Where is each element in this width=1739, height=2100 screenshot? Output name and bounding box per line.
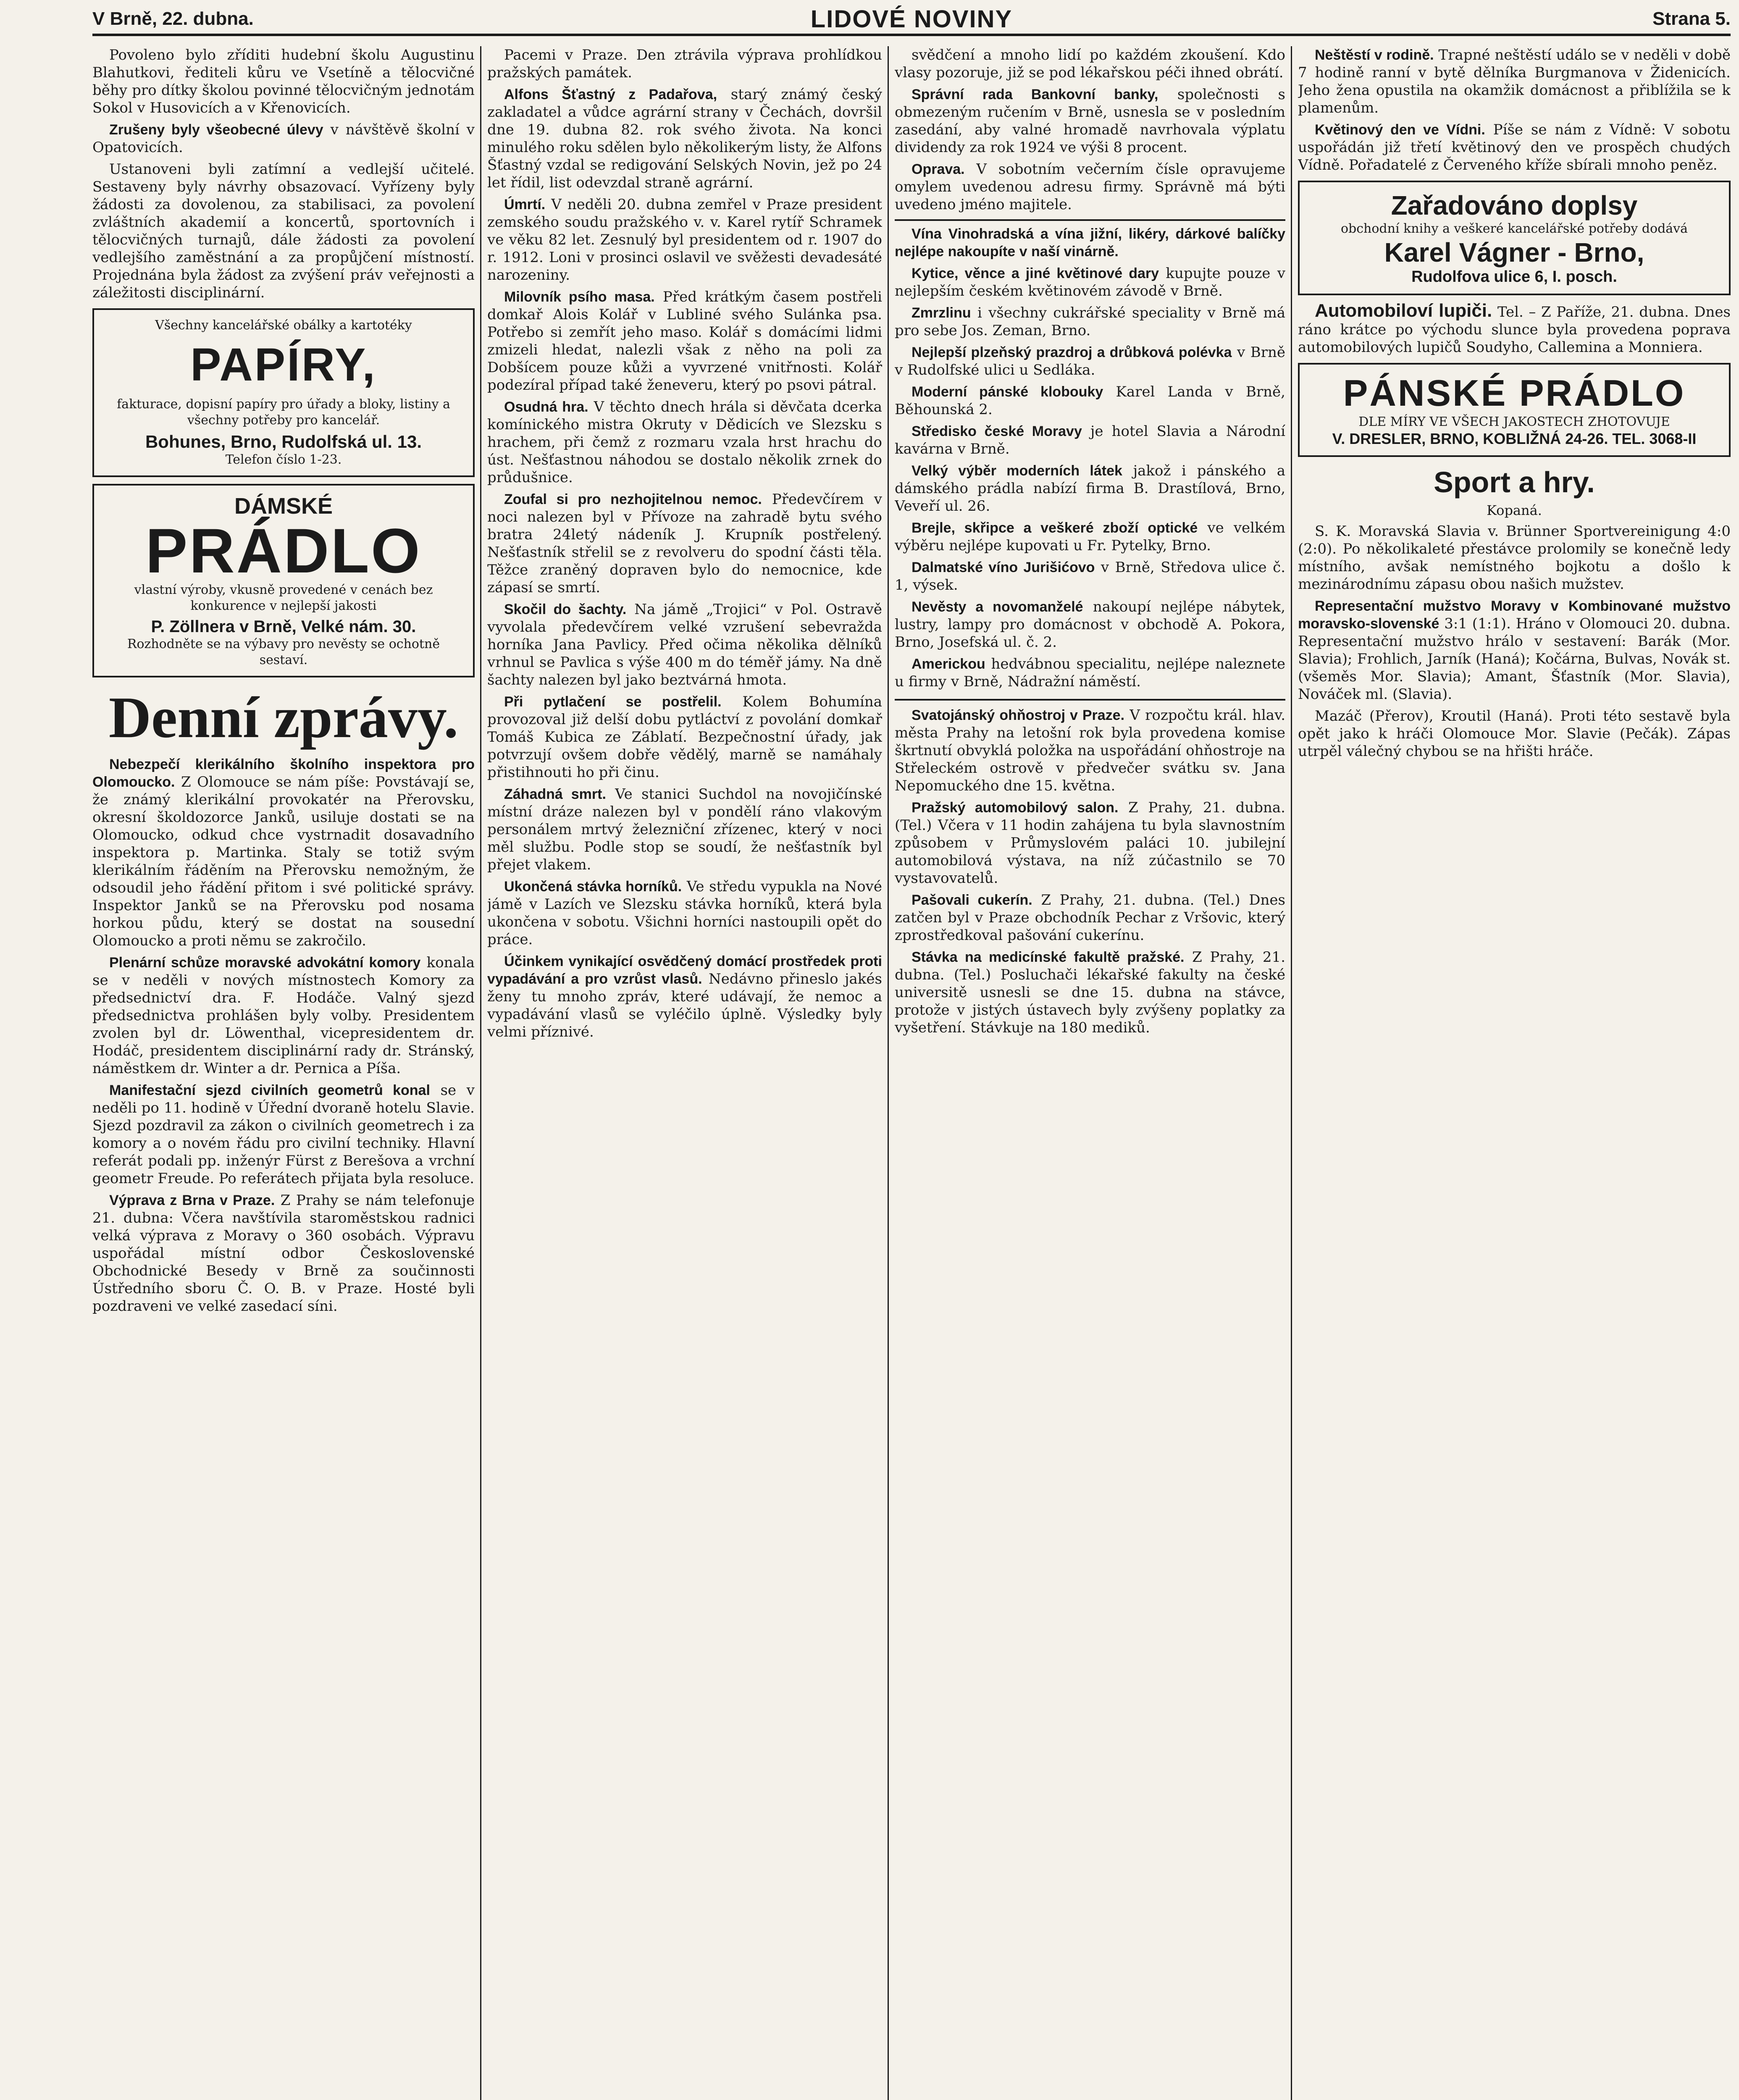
article bbox=[92, 1192, 475, 1315]
article bbox=[895, 86, 1285, 156]
article-heading: Automobiloví lupiči. bbox=[1315, 300, 1492, 321]
classified bbox=[895, 462, 1285, 515]
article bbox=[92, 121, 475, 156]
article-text: Trapné neštěstí událo se v neděli v době 7 hodině ranní v bytě dělníka Burgmanova v Židenicích. Jeho žena opustila na okamžik domácnost a přiblížila se k plamenům. bbox=[1298, 47, 1731, 116]
ad-text: vlastní výroby, vkusně provedené v cenách bez konkurence v nejlepší jakosti bbox=[134, 583, 433, 613]
ad-small-text: Všechny kancelářské obálky a kartotéky bbox=[155, 318, 412, 333]
article bbox=[487, 86, 882, 192]
classified bbox=[895, 519, 1285, 554]
article bbox=[92, 1082, 475, 1187]
ad-headline: Zařadováno doplsy bbox=[1391, 190, 1638, 220]
article bbox=[1298, 121, 1731, 174]
column-rule bbox=[480, 46, 481, 2100]
page-header bbox=[92, 4, 1731, 36]
article-text: Na jámě „Trojici“ v Pol. Ostravě vyvolala předevčírem velké vzrušení sebevražda horníka Jana Pavlicy. Před očima několika dělníků vrhnul se Pavlica s výše 400 m do téměř jámy. Na dně šachty nalezen byl jako beztvárná hmota. bbox=[487, 601, 882, 688]
article-heading: Zoufal si pro nezhojitelnou nemoc. bbox=[504, 491, 762, 507]
article bbox=[92, 954, 475, 1077]
classified-heading: Zmrzlinu bbox=[912, 305, 971, 321]
advertisement-papiry bbox=[92, 308, 475, 477]
article-text: Ustanoveni byli zatímní a vedlejší učitelé. Sestaveny byly návrhy obsazovací. Vyřízeny byly žádosti za dovolenou, za stabilisaci, za povolení zvláštních akademií a koncertů, sportovních i tělocvičných turnajů, dále žádosti za povolení vedlejšího zaměstnání a za propůjčení místností. Projednána byla žádost za zvýšení práv veřejnosti a záležitosti disciplinární. bbox=[92, 161, 475, 301]
article-text: V sobotním večerním čísle opravujeme omylem uvedenou adresu firmy. Správně má býti uvedeno jméno majitele. bbox=[895, 161, 1285, 213]
article-text: Tel. – Z Paříže, 21. dubna. Dnes ráno krátce po východu slunce byla provedena poprava automobilových lupičů Soudyho, Callemina a Monniera. bbox=[1298, 304, 1731, 356]
ad-company: Karel Vágner - Brno, bbox=[1384, 237, 1644, 268]
article bbox=[487, 196, 882, 284]
column-1 bbox=[92, 46, 475, 2100]
classified-text: kupujte pouze v nejlepším českém květinovém závodě v Brně. bbox=[895, 265, 1285, 299]
ad-text: DLE MÍRY VE VŠECH JAKOSTECH ZHOTOVUJE bbox=[1358, 415, 1670, 429]
classified-text: v Brně v Rudolfské ulici u Sedláka. bbox=[895, 344, 1285, 378]
ad-headline: PRÁDLO bbox=[145, 515, 422, 586]
article-heading: Pražský automobilový salon. bbox=[912, 800, 1119, 816]
advertisement-dresler bbox=[1298, 363, 1731, 457]
classified bbox=[895, 265, 1285, 300]
article-heading: Representační mužstvo Moravy v Kombinované mužstvo moravsko-slovenské bbox=[1298, 598, 1731, 632]
ad-text: fakturace, dopisní papíry pro úřady a bloky, listiny a všechny potřeby pro kancelář. bbox=[117, 397, 450, 428]
article-heading: Plenární schůze moravské advokátní komory bbox=[109, 955, 421, 971]
article-heading: Svatojánský ohňostroj v Praze. bbox=[912, 707, 1125, 723]
classified-text: Karel Landa v Brně, Běhounská 2. bbox=[895, 383, 1285, 418]
article bbox=[92, 756, 475, 950]
article bbox=[487, 953, 882, 1041]
ad-headline: PÁNSKÉ PRÁDLO bbox=[1343, 372, 1686, 414]
article-heading: Neštěstí v rodině. bbox=[1315, 47, 1434, 63]
article-text: Z Prahy, 21. dubna. (Tel.) Posluchači lékařské fakulty na české universitě usnesli se dne 15. dubna na stávce, protože v jistých ústavech byly zvýšeny poplatky za vyšetření. Stávkuje na 180 mediků. bbox=[895, 949, 1285, 1036]
article-text: Ve středu vypukla na Nové jámě v Lazích ve Slezsku stávka horníků, která byla ukončena v sobotu. Všichni horníci nastoupili opět do práce. bbox=[487, 878, 882, 948]
advertisement-pradlo bbox=[92, 484, 475, 677]
article-heading: Při pytlačení se postřelil. bbox=[504, 694, 722, 710]
article-text: Před krátkým časem postřeli domkař Alois Kolář v Lubliné svého Sulánka psa. Potřebo si zemřít jeho maso. Kolář s domácími lidmi zmizeli hledat, nalezli však z něho na poli za Dobšícem pouze kůži a vyvrzené vnitřnosti. Kolář podezíral případ také ženeveru, který po psovi pátral. bbox=[487, 289, 882, 394]
ad-note: Rozhodněte se na výbavy pro nevěsty se ochotně sestaví. bbox=[127, 637, 440, 667]
classified-heading: Středisko české Moravy bbox=[912, 423, 1082, 439]
article-text: V rozpočtu král. hlav. města Prahy na letošní rok byla provedena komise škrtnutí obvyklá položka na uspořádání ohňostroje na Střeleckém ostrově v předvečer svátku sv. Jana Nepomuckého dne 15. května. bbox=[895, 707, 1285, 794]
article bbox=[1298, 597, 1731, 703]
header-date: V Brně, 22. dubna. bbox=[92, 8, 254, 29]
article bbox=[487, 878, 882, 948]
article bbox=[487, 601, 882, 689]
article bbox=[487, 398, 882, 486]
classified-text: jakož i pánského a dámského prádla nabízí firma B. Drastílová, Brno, Veveří ul. 26. bbox=[895, 462, 1285, 514]
article-text: Pacemi v Praze. Den ztrávila výprava prohlídkou pražských památek. bbox=[487, 47, 882, 81]
article-text: starý známý český zakladatel a vůdce agrární strany v Čechách, dovršil dne 19. dubna 82. rok svého života. Na konci minulého roku sdělen bylo několikerým listy, že Alfons Šťastný vzdal se redigování Selských Novin, jež po 24 let řídil, list odevzdal straně agrární. bbox=[487, 86, 882, 191]
classified-ads bbox=[895, 219, 1285, 701]
classified bbox=[895, 383, 1285, 418]
classified bbox=[895, 304, 1285, 339]
article bbox=[487, 785, 882, 874]
article-heading: Účinkem vynikající osvědčený domácí prostředek proti vypadávání a pro vzrůst vlasů. bbox=[487, 953, 882, 987]
column-rule bbox=[1291, 46, 1292, 2100]
article bbox=[487, 693, 882, 781]
article-heading: Květinový den ve Vídni. bbox=[1315, 122, 1485, 138]
article-text: 3:1 (1:1). Hráno v Olomouci 20. dubna. Representační mužstvo hrálo v sestavení: Barák (Mor. Slavia); Frohlich, Jarník (Haná); Kočárna, Bulvas, Novák st. (všeměs Mor. Slavia); Amant, Šťastník (Mor. Slavia), Nováček ml. (Slavia). bbox=[1298, 615, 1731, 703]
ad-phone: Telefon číslo 1-23. bbox=[225, 452, 342, 467]
ad-company: P. Zöllnera v Brně, Velké nám. 30. bbox=[151, 617, 416, 636]
ad-small-text: DÁMSKÉ bbox=[234, 494, 333, 519]
article bbox=[895, 891, 1285, 944]
article-heading: Zrušeny byly všeobecné úlevy bbox=[109, 122, 323, 138]
classified-heading: Velký výběr moderních látek bbox=[912, 463, 1122, 479]
ad-address: Rudolfova ulice 6, I. posch. bbox=[1411, 268, 1617, 286]
classified bbox=[895, 344, 1285, 379]
ad-company: Bohunes, Brno, Rudolfská ul. 13. bbox=[145, 432, 422, 452]
classified-text: je hotel Slavia a Národní kavárna v Brně. bbox=[895, 423, 1285, 457]
article bbox=[895, 706, 1285, 795]
article bbox=[487, 491, 882, 596]
column-2 bbox=[487, 46, 882, 2100]
column-3 bbox=[895, 46, 1285, 2100]
article-heading: Alfons Šťastný z Padařova, bbox=[504, 87, 717, 102]
article-text: Z Olomouce se nám píše: Povstávají se, že známý klerikální provokatér na Přerovsku, okresní školdozorce Janků, usiluje dostati se na Olomoucko, odkud chce vystrnadit dosavadního inspektora p. Martinka. Staly se totiž svým klerikálním řáděním na Přerovsku nemožným, že odsoudil jeho řádění přitom i své politické správy. Inspektor Janků se na Přerovsku pod nosama horkou půdu, který se dostat na sousední Olomoucko a proti němu se zakročilo. bbox=[92, 774, 475, 949]
classified-text: i všechny cukrářské speciality v Brně má pro sebe Jos. Zeman, Brno. bbox=[895, 304, 1285, 339]
article-heading: Manifestační sjezd civilních geometrů konal bbox=[109, 1082, 430, 1098]
classified-heading: Brejle, skřipce a veškeré zboží optické bbox=[912, 520, 1198, 536]
article-text: Z Prahy, 21. dubna. (Tel.) Dnes zatčen byl v Praze obchodník Pechar z Vršovic, který zprostředkoval pašování cukerínu. bbox=[895, 892, 1285, 944]
article-text: V neděli 20. dubna zemřel v Praze president zemského soudu pražského v. v. Karel rytíř Schramek ve věku 82 let. Zesnulý byl presidentem od r. 1907 do r. 1912. Loni v prosinci oslavil ve svěžesti devadesáté narozeniny. bbox=[487, 196, 882, 284]
article-text: S. K. Moravská Slavia v. Brünner Sportvereinigung 4:0 (2:0). Po několikaleté přestávce prolomily se konečně ledy místního, avšak nemístného bojkotu a došlo k mezinárodnímu zápasu obou našich mužstev. bbox=[1298, 523, 1731, 593]
article bbox=[487, 288, 882, 394]
classified bbox=[895, 559, 1285, 594]
ad-text: obchodní knihy a veškeré kancelářské potřeby dodává bbox=[1340, 221, 1688, 236]
article-text: Ve stanici Suchdol na novojičínské místní dráze nalezen byl v pondělí ráno vlakovým personálem mrtvý železniční zřízenec, který v noci měl službu. Podle stop se soudí, že nešťastník byl přejet vlakem. bbox=[487, 786, 882, 873]
section-title: Sport a hry. bbox=[1434, 466, 1595, 499]
article-heading: Oprava. bbox=[912, 161, 965, 177]
article-text: Předevčírem v noci nalezen byl v Přívoze na zahradě bytu svého bratra 24letý nádeník J. Krupník postřelený. Nešťastník střelil se z revolveru do spodní části těla. Těžce zraněný dopraven bylo do nemocnice, kde zápasí se smrtí. bbox=[487, 491, 882, 596]
article-text: Kolem Bohumína provozoval již delší dobu pytláctví z povolání domkař Tomáš Kubica ze Záblatí. Bezpečnostní úřady, jak potvrzují ovšem dobře vědělý, marně se namáhaly přistihnouti ho při činu. bbox=[487, 693, 882, 781]
classified-heading: Nevěsty a novomanželé bbox=[912, 599, 1083, 615]
article-text: Z Prahy se nám telefonuje 21. dubna: Včera navštívila staroměstskou radnici velká výprava z Moravy o 360 osobách. Výpravu uspořádal místní odbor Československé Obchodnické Besedy v Brně za součinnosti Ústředního sboru Č. O. B. v Praze. Hosté byli pozdraveni ve velké zasedací síni. bbox=[92, 1192, 475, 1315]
article-text: V těchto dnech hrála si děvčata dcerka komínického mistra Okruty v Dědicích ve Slezsku s hrachem, při čemž z rozmaru vzala hrst hrachu do úst. Nešťastnou náhodou se dostalo několik zrnek do průdušnice. bbox=[487, 399, 882, 486]
page-number: Strana 5. bbox=[1652, 8, 1731, 29]
article-text: se v neděli po 11. hodině v Úřední dvoraně hotelu Slavie. Sjezd pozdravil za zákon o civilních geometrech i za komory a o novém řádu pro civilní techniky. Hlavní referát podali pp. inženýr Fürst z Berešova a vrchní geometr Freude. Po referátech přijata byla resoluce. bbox=[92, 1082, 475, 1187]
classified-heading: Dalmatské víno Jurišićovo bbox=[912, 559, 1095, 575]
article-heading: Výprava z Brna v Praze. bbox=[109, 1192, 275, 1208]
article-text: Mazáč (Přerov), Kroutil (Haná). Proti této sestavě byla opět jako k hráči Olomouce Mor. Slavie (Pečák). Zápas utrpěl válečný chybou se na hřišti hráče. bbox=[1298, 708, 1731, 760]
classified bbox=[895, 598, 1285, 651]
article-text: společnosti s obmezeným ručením v Brně, usnesla se v posledním zasedání, aby valné hromadě navrhovala výplatu dividendy za rok 1924 ve výši 8 procent. bbox=[895, 86, 1285, 156]
article-text: Z Prahy, 21. dubna. (Tel.) Včera v 11 hodin zahájena tu byla slavnostním způsobem v Průmyslovém paláci 10. jubilejní automobilová výstava, na níž zúčastnilo se 70 vystavovatelů. bbox=[895, 799, 1285, 887]
article-text: Píše se nám z Vídně: V sobotu uspořádán již třetí květinový den ve prospěch chudých Vídně. Pořadatelé z Červeného kříže sbírali mnoho peněz. bbox=[1298, 121, 1731, 173]
article-heading: Milovník psího masa. bbox=[504, 289, 655, 305]
article-text: konala se v neděli v nových místnostech Komory za předsednictví dra. F. Hodáče. Valný sjezd předsednictva prohlášen byly volby. Presidentem zvolen byl dr. Löwenthal, vicepresidentem dr. Hodáč, presidentem disciplinární rady dr. Stránský, náměstkem dr. Winter a dr. Pernica a Píša. bbox=[92, 954, 475, 1077]
article-heading: Pašovali cukerín. bbox=[912, 892, 1032, 908]
newspaper-title: LIDOVÉ NOVINY bbox=[810, 5, 1013, 33]
ad-company: V. DRESLER, BRNO, KOBLIŽNÁ 24-26. TEL. 3068-II bbox=[1332, 430, 1697, 447]
article-heading: Osudná hra. bbox=[504, 399, 588, 415]
section-title: Denní zprávy. bbox=[108, 685, 459, 750]
classified-text: hedvábnou specialitu, nejlépe naleznete u firmy v Brně, Nádražní náměstí. bbox=[895, 656, 1285, 690]
article-heading: Skočil do šachty. bbox=[504, 601, 627, 617]
article bbox=[1298, 302, 1731, 356]
classified-text: Vína Vinohradská a vína jižní, likéry, dárkové balíčky nejlépe nakoupíte v naší vinárně. bbox=[895, 226, 1285, 260]
advertisement-vagner bbox=[1298, 181, 1731, 295]
classified bbox=[895, 423, 1285, 458]
classified-heading: Kytice, věnce a jiné květinové dary bbox=[912, 265, 1159, 281]
article bbox=[895, 160, 1285, 213]
article-heading: Ukončená stávka horníků. bbox=[504, 879, 682, 895]
article-text: Nedávno přineslo jakés ženy tu mnoho zpráv, které udávají, že nemoc a vypadávání vlasů se vyléčilo úplně. Výsledky byly velmi příznivé. bbox=[487, 971, 882, 1040]
article bbox=[895, 799, 1285, 887]
classified-text: ve velkém výběru nejlépe kupovati u Fr. Pytelky, Brno. bbox=[895, 520, 1285, 554]
classified-heading: Moderní pánské klobouky bbox=[912, 384, 1103, 400]
column-4 bbox=[1298, 46, 1731, 2100]
article-text: Povoleno bylo zříditi hudební školu Augustinu Blahutkovi, řediteli kůru ve Vsetíně a tělocvičné běhy pro dítky školou povinné tělocvičným jednotám Sokol v Husovicích a v Křenovicích. bbox=[92, 47, 475, 116]
article bbox=[895, 948, 1285, 1037]
classified-text: nakoupí nejlépe nábytek, lustry, lampy pro domácnost v obchodě A. Pokora, Brno, Josefská ul. č. 2. bbox=[895, 598, 1285, 651]
column-rule bbox=[888, 46, 889, 2100]
article-heading: Nebezpečí klerikálního školního inspektora pro Olomoucko. bbox=[92, 756, 475, 790]
article-text: v návštěvě školní v Opatovicích. bbox=[92, 121, 475, 156]
classified-heading: Nejlepší plzeňský prazdroj a drůbková polévka bbox=[912, 344, 1232, 360]
ad-headline: PAPÍRY, bbox=[190, 339, 377, 391]
article-text: svědčení a mnoho lidí po každém zkoušení. Kdo vlasy pozoruje, již se pod lékařskou péči ihned obrátí. bbox=[895, 47, 1285, 81]
article-heading: Záhadná smrt. bbox=[504, 786, 606, 802]
classified-text: v Brně, Středova ulice č. 1, výsek. bbox=[895, 559, 1285, 593]
article-heading: Úmrtí. bbox=[504, 197, 546, 213]
section-subtitle: Kopaná. bbox=[1487, 502, 1542, 518]
classified bbox=[895, 655, 1285, 690]
article-heading: Stávka na medicínské fakultě pražské. bbox=[912, 949, 1185, 965]
article bbox=[1298, 46, 1731, 117]
classified-heading: Americkou bbox=[912, 656, 985, 672]
article-heading: Správní rada Bankovní banky, bbox=[912, 87, 1158, 102]
